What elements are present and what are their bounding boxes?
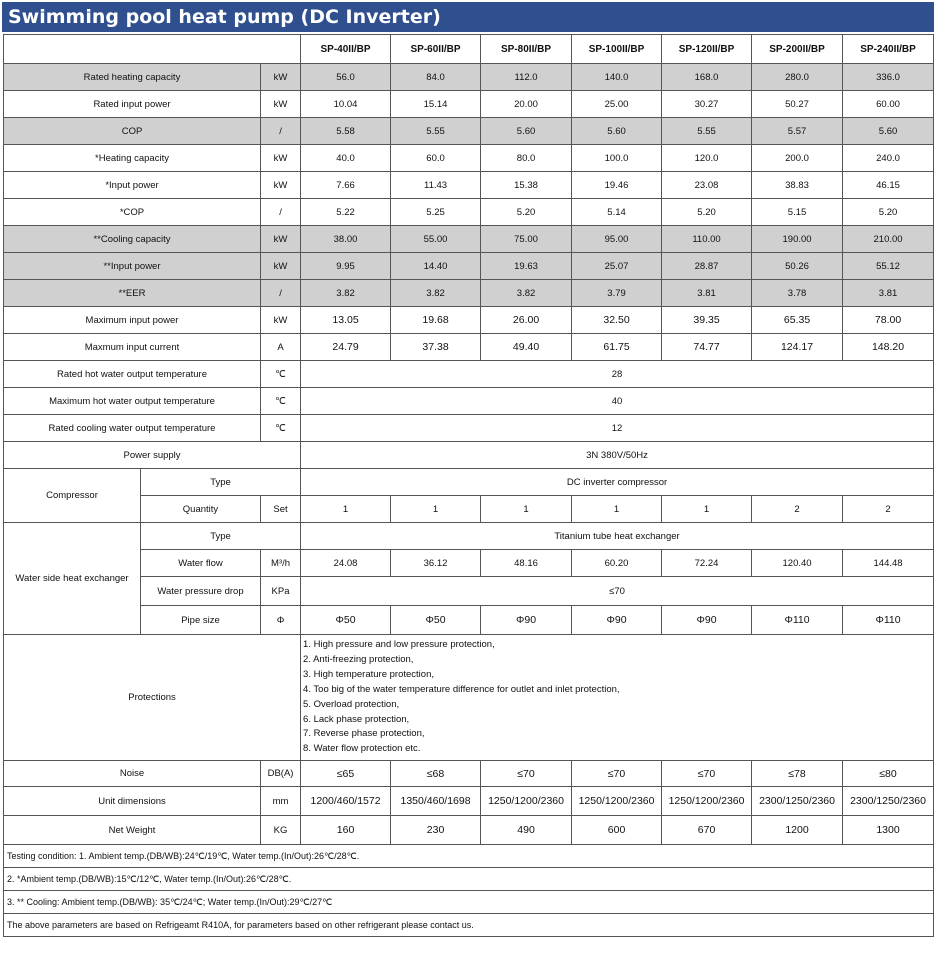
model-header-5: SP-120II/BP bbox=[662, 35, 752, 64]
row-value: 50.27 bbox=[752, 91, 843, 118]
note-row bbox=[4, 868, 934, 891]
row-value: 3N 380V/50Hz bbox=[301, 442, 934, 469]
row-label: Type bbox=[141, 523, 301, 550]
row-value: 2300/1250/2360 bbox=[752, 787, 843, 816]
row-value: Φ50 bbox=[391, 606, 481, 635]
row-unit: kW bbox=[261, 253, 301, 280]
note-row bbox=[4, 891, 934, 914]
row-value: 1 bbox=[301, 496, 391, 523]
row-label: *Heating capacity bbox=[4, 145, 261, 172]
row-label: Maximum hot water output temperature bbox=[4, 388, 261, 415]
row-value: 1 bbox=[481, 496, 572, 523]
row-value: 3.81 bbox=[843, 280, 934, 307]
row-value: 50.26 bbox=[752, 253, 843, 280]
note-text: Testing condition: 1. Ambient temp.(DB/WB):24℃/19℃, Water temp.(In/Out):26℃/28℃. bbox=[4, 845, 934, 868]
row-value: 100.0 bbox=[572, 145, 662, 172]
row-unit: / bbox=[261, 118, 301, 145]
row-value: 19.68 bbox=[391, 307, 481, 334]
row-value: 60.0 bbox=[391, 145, 481, 172]
row-value: 190.00 bbox=[752, 226, 843, 253]
row-value: 65.35 bbox=[752, 307, 843, 334]
row-value: 1200 bbox=[752, 816, 843, 845]
row-label: Unit dimensions bbox=[4, 787, 261, 816]
row-value: Φ90 bbox=[572, 606, 662, 635]
header-blank-cell bbox=[4, 35, 301, 64]
row-value: 15.38 bbox=[481, 172, 572, 199]
row-value: 210.00 bbox=[843, 226, 934, 253]
row-cop-2 bbox=[4, 199, 934, 226]
row-value: Φ110 bbox=[843, 606, 934, 635]
row-unit: kW bbox=[261, 145, 301, 172]
row-value: 5.20 bbox=[481, 199, 572, 226]
row-value: 1300 bbox=[843, 816, 934, 845]
row-value: 1250/1200/2360 bbox=[481, 787, 572, 816]
row-label: COP bbox=[4, 118, 261, 145]
row-value: 120.40 bbox=[752, 550, 843, 577]
row-value: 10.04 bbox=[301, 91, 391, 118]
row-value: 78.00 bbox=[843, 307, 934, 334]
row-value: 80.0 bbox=[481, 145, 572, 172]
row-water-flow bbox=[4, 550, 934, 577]
note-text: 2. *Ambient temp.(DB/WB):15℃/12℃, Water temp.(In/Out):26℃/28℃. bbox=[4, 868, 934, 891]
row-value: 61.75 bbox=[572, 334, 662, 361]
row-unit: Set bbox=[261, 496, 301, 523]
group-label: Compressor bbox=[4, 469, 141, 523]
row-value: ≤80 bbox=[843, 761, 934, 787]
row-label: Type bbox=[141, 469, 301, 496]
row-value: 124.17 bbox=[752, 334, 843, 361]
model-header-7: SP-240II/BP bbox=[843, 35, 934, 64]
row-value: 84.0 bbox=[391, 64, 481, 91]
model-header-3: SP-80II/BP bbox=[481, 35, 572, 64]
row-unit: A bbox=[261, 334, 301, 361]
row-value: 240.0 bbox=[843, 145, 934, 172]
row-value: 1250/1200/2360 bbox=[662, 787, 752, 816]
row-value: 140.0 bbox=[572, 64, 662, 91]
row-value: DC inverter compressor bbox=[301, 469, 934, 496]
row-value: 56.0 bbox=[301, 64, 391, 91]
protection-item: 3. High temperature protection, bbox=[303, 668, 434, 680]
row-label: Power supply bbox=[4, 442, 301, 469]
row-value: 9.95 bbox=[301, 253, 391, 280]
row-value: 25.00 bbox=[572, 91, 662, 118]
protections-list bbox=[301, 635, 934, 761]
row-value: 20.00 bbox=[481, 91, 572, 118]
row-value: 75.00 bbox=[481, 226, 572, 253]
row-value: 39.35 bbox=[662, 307, 752, 334]
row-label: Maximum input power bbox=[4, 307, 261, 334]
row-max-input-current bbox=[4, 334, 934, 361]
row-value: 5.58 bbox=[301, 118, 391, 145]
row-value: 40.0 bbox=[301, 145, 391, 172]
row-value: 2 bbox=[752, 496, 843, 523]
row-protections bbox=[4, 635, 934, 761]
row-value: 5.22 bbox=[301, 199, 391, 226]
row-max-input-power bbox=[4, 307, 934, 334]
row-power-supply bbox=[4, 442, 934, 469]
row-unit: DB(A) bbox=[261, 761, 301, 787]
row-value: 3.82 bbox=[391, 280, 481, 307]
row-value: 30.27 bbox=[662, 91, 752, 118]
row-label: Net Weight bbox=[4, 816, 261, 845]
note-text: 3. ** Cooling: Ambient temp.(DB/WB): 35℃/24℃; Water temp.(In/Out):29℃/27℃ bbox=[4, 891, 934, 914]
row-unit: Φ bbox=[261, 606, 301, 635]
row-rated-input-power bbox=[4, 91, 934, 118]
row-value: 5.14 bbox=[572, 199, 662, 226]
row-value: 95.00 bbox=[572, 226, 662, 253]
spec-table-body bbox=[4, 35, 934, 937]
row-value: 26.00 bbox=[481, 307, 572, 334]
row-unit: kW bbox=[261, 64, 301, 91]
row-label: *COP bbox=[4, 199, 261, 226]
row-value: 168.0 bbox=[662, 64, 752, 91]
protection-item: 7. Reverse phase protection, bbox=[303, 728, 425, 740]
row-unit: KG bbox=[261, 816, 301, 845]
spec-table bbox=[3, 34, 934, 937]
row-unit: ℃ bbox=[261, 388, 301, 415]
row-value: ≤70 bbox=[662, 761, 752, 787]
row-value: 72.24 bbox=[662, 550, 752, 577]
row-value: 230 bbox=[391, 816, 481, 845]
row-unit: kW bbox=[261, 172, 301, 199]
row-value: 3.78 bbox=[752, 280, 843, 307]
row-value: Titanium tube heat exchanger bbox=[301, 523, 934, 550]
row-net-weight bbox=[4, 816, 934, 845]
row-unit: kW bbox=[261, 307, 301, 334]
row-value: ≤78 bbox=[752, 761, 843, 787]
row-value: Φ50 bbox=[301, 606, 391, 635]
row-value: 40 bbox=[301, 388, 934, 415]
note-row bbox=[4, 914, 934, 937]
model-header-2: SP-60II/BP bbox=[391, 35, 481, 64]
protection-item: 2. Anti-freezing protection, bbox=[303, 653, 414, 665]
row-rated-heating-capacity bbox=[4, 64, 934, 91]
row-value: 15.14 bbox=[391, 91, 481, 118]
row-value: 1250/1200/2360 bbox=[572, 787, 662, 816]
row-value: 336.0 bbox=[843, 64, 934, 91]
header-row bbox=[4, 35, 934, 64]
row-value: 7.66 bbox=[301, 172, 391, 199]
row-value: ≤70 bbox=[481, 761, 572, 787]
row-value: 144.48 bbox=[843, 550, 934, 577]
row-value: 55.00 bbox=[391, 226, 481, 253]
row-value: Φ90 bbox=[662, 606, 752, 635]
row-value: 1350/460/1698 bbox=[391, 787, 481, 816]
row-label: **Input power bbox=[4, 253, 261, 280]
row-label: Rated cooling water output temperature bbox=[4, 415, 261, 442]
model-header-4: SP-100II/BP bbox=[572, 35, 662, 64]
row-noise bbox=[4, 761, 934, 787]
row-value: 37.38 bbox=[391, 334, 481, 361]
row-heating-capacity-2 bbox=[4, 145, 934, 172]
row-value: 1200/460/1572 bbox=[301, 787, 391, 816]
row-compressor-quantity bbox=[4, 496, 934, 523]
row-value: ≤70 bbox=[572, 761, 662, 787]
row-value: 74.77 bbox=[662, 334, 752, 361]
row-unit: ℃ bbox=[261, 361, 301, 388]
model-header-6: SP-200II/BP bbox=[752, 35, 843, 64]
row-label: Quantity bbox=[141, 496, 261, 523]
row-value: Φ90 bbox=[481, 606, 572, 635]
row-compressor-type bbox=[4, 469, 934, 496]
row-value: 23.08 bbox=[662, 172, 752, 199]
row-value: 5.15 bbox=[752, 199, 843, 226]
row-value: 28 bbox=[301, 361, 934, 388]
row-cop bbox=[4, 118, 934, 145]
row-pipe-size bbox=[4, 606, 934, 635]
row-value: 38.00 bbox=[301, 226, 391, 253]
protection-item: 5. Overload protection, bbox=[303, 698, 400, 710]
row-value: 48.16 bbox=[481, 550, 572, 577]
row-value: 112.0 bbox=[481, 64, 572, 91]
row-unit: kW bbox=[261, 91, 301, 118]
row-value: 600 bbox=[572, 816, 662, 845]
row-value: 110.00 bbox=[662, 226, 752, 253]
row-value: 11.43 bbox=[391, 172, 481, 199]
row-label: **Cooling capacity bbox=[4, 226, 261, 253]
row-value: 5.60 bbox=[843, 118, 934, 145]
row-value: 60.00 bbox=[843, 91, 934, 118]
row-value: 280.0 bbox=[752, 64, 843, 91]
page-title: Swimming pool heat pump (DC Inverter) bbox=[2, 2, 934, 32]
row-value: 5.20 bbox=[843, 199, 934, 226]
row-value: 28.87 bbox=[662, 253, 752, 280]
row-dimensions bbox=[4, 787, 934, 816]
row-value: ≤68 bbox=[391, 761, 481, 787]
row-value: 1 bbox=[391, 496, 481, 523]
row-value: 49.40 bbox=[481, 334, 572, 361]
row-value: 1 bbox=[572, 496, 662, 523]
row-label: Pipe size bbox=[141, 606, 261, 635]
row-input-power-3 bbox=[4, 253, 934, 280]
row-value: 3.82 bbox=[481, 280, 572, 307]
note-row bbox=[4, 845, 934, 868]
row-unit: M³/h bbox=[261, 550, 301, 577]
row-value: 38.83 bbox=[752, 172, 843, 199]
row-value: 5.20 bbox=[662, 199, 752, 226]
row-label: **EER bbox=[4, 280, 261, 307]
row-value: 5.60 bbox=[572, 118, 662, 145]
row-value: 5.55 bbox=[391, 118, 481, 145]
row-label: Noise bbox=[4, 761, 261, 787]
row-value: 46.15 bbox=[843, 172, 934, 199]
row-value: 5.57 bbox=[752, 118, 843, 145]
row-label: Water pressure drop bbox=[141, 577, 261, 606]
row-value: 200.0 bbox=[752, 145, 843, 172]
row-water-pressure-drop bbox=[4, 577, 934, 606]
row-value: 13.05 bbox=[301, 307, 391, 334]
row-label: Protections bbox=[4, 635, 301, 761]
row-value: 5.60 bbox=[481, 118, 572, 145]
row-label: *Input power bbox=[4, 172, 261, 199]
row-value: 24.79 bbox=[301, 334, 391, 361]
row-value: 3.82 bbox=[301, 280, 391, 307]
row-label: Rated input power bbox=[4, 91, 261, 118]
protection-item: 4. Too big of the water temperature difference for outlet and inlet protection, bbox=[303, 683, 620, 695]
row-value: 60.20 bbox=[572, 550, 662, 577]
group-label: Water side heat exchanger bbox=[4, 523, 141, 635]
row-value: 2 bbox=[843, 496, 934, 523]
row-value: 36.12 bbox=[391, 550, 481, 577]
row-value: 2300/1250/2360 bbox=[843, 787, 934, 816]
row-value: 1 bbox=[662, 496, 752, 523]
row-label: Maxmum input current bbox=[4, 334, 261, 361]
row-value: 24.08 bbox=[301, 550, 391, 577]
note-text: The above parameters are based on Refrigeamt R410A, for parameters based on other refrigerant please contact us. bbox=[4, 914, 934, 937]
row-unit: ℃ bbox=[261, 415, 301, 442]
row-value: 5.55 bbox=[662, 118, 752, 145]
row-value: 19.46 bbox=[572, 172, 662, 199]
row-eer bbox=[4, 280, 934, 307]
row-unit: kW bbox=[261, 226, 301, 253]
row-input-power-2 bbox=[4, 172, 934, 199]
row-cooling-capacity bbox=[4, 226, 934, 253]
row-value: 120.0 bbox=[662, 145, 752, 172]
row-value: 14.40 bbox=[391, 253, 481, 280]
row-value: Φ110 bbox=[752, 606, 843, 635]
row-value: 160 bbox=[301, 816, 391, 845]
row-value: 670 bbox=[662, 816, 752, 845]
row-unit: / bbox=[261, 199, 301, 226]
protection-item: 6. Lack phase protection, bbox=[303, 713, 410, 725]
row-value: 19.63 bbox=[481, 253, 572, 280]
row-value: 55.12 bbox=[843, 253, 934, 280]
row-value: 5.25 bbox=[391, 199, 481, 226]
row-value: 12 bbox=[301, 415, 934, 442]
row-exchanger-type bbox=[4, 523, 934, 550]
row-value: 32.50 bbox=[572, 307, 662, 334]
row-value: 3.81 bbox=[662, 280, 752, 307]
row-unit: / bbox=[261, 280, 301, 307]
model-header-1: SP-40II/BP bbox=[301, 35, 391, 64]
row-unit: mm bbox=[261, 787, 301, 816]
row-value: 3.79 bbox=[572, 280, 662, 307]
row-value: ≤70 bbox=[301, 577, 934, 606]
row-value: 490 bbox=[481, 816, 572, 845]
row-rated-hot-water bbox=[4, 361, 934, 388]
row-value: 25.07 bbox=[572, 253, 662, 280]
row-unit: KPa bbox=[261, 577, 301, 606]
row-value: ≤65 bbox=[301, 761, 391, 787]
row-rated-cooling-water bbox=[4, 415, 934, 442]
protection-item: 8. Water flow protection etc. bbox=[303, 743, 421, 755]
row-value: 148.20 bbox=[843, 334, 934, 361]
protection-item: 1. High pressure and low pressure protection, bbox=[303, 639, 495, 650]
row-label: Rated hot water output temperature bbox=[4, 361, 261, 388]
row-max-hot-water bbox=[4, 388, 934, 415]
row-label: Rated heating capacity bbox=[4, 64, 261, 91]
row-label: Water flow bbox=[141, 550, 261, 577]
